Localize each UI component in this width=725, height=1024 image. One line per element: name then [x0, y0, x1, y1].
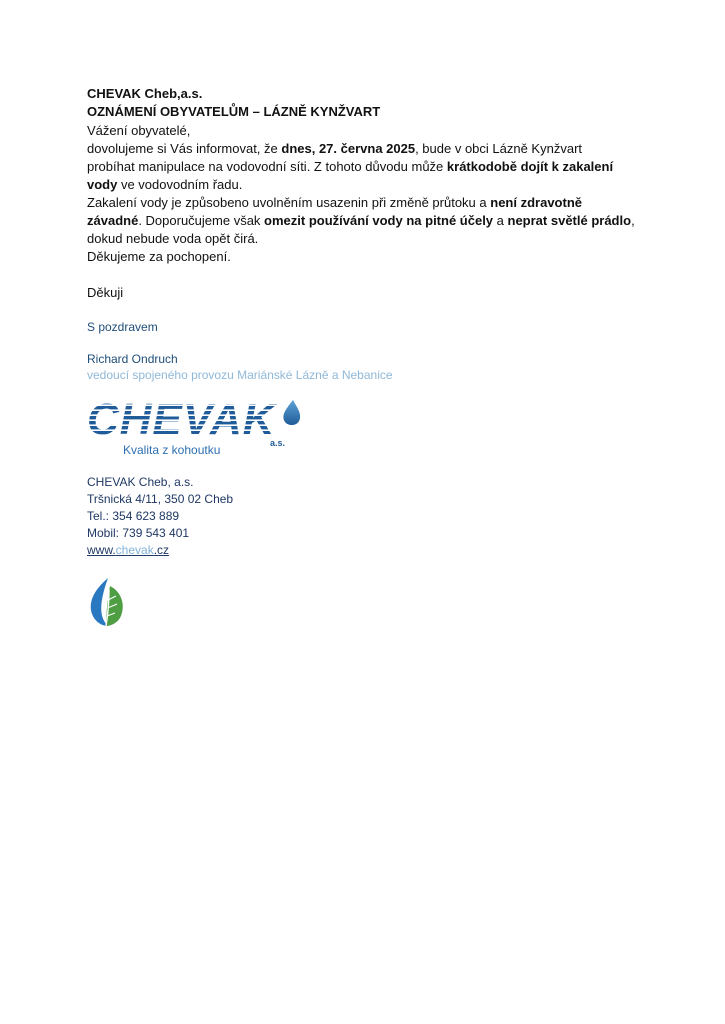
paragraph-1-line-3: vody ve vodovodním řadu. [87, 177, 243, 192]
paragraph-1-line-1: dovolujeme si Vás informovat, že dnes, 27. června 2025, bude v obci Lázně Kynžvart [87, 141, 583, 156]
regards: S pozdravem [87, 320, 158, 334]
water-drop-icon [283, 400, 300, 425]
website-link[interactable]: www.chevak.cz [87, 543, 170, 557]
closing-line: Děkuji [87, 285, 124, 300]
leaf-logo-icon [86, 576, 128, 628]
contact-company: CHEVAK Cheb, a.s. [87, 475, 194, 489]
thanks-line: Děkujeme za pochopení. [87, 249, 231, 264]
logo-wordmark: CHEVAK [87, 396, 276, 444]
logo-slogan: Kvalita z kohoutku [123, 443, 221, 457]
notice-title: OZNÁMENÍ OBYVATELŮM – LÁZNĚ KYNŽVART [87, 104, 381, 119]
company-heading: CHEVAK Cheb,a.s. [87, 86, 203, 101]
chevak-logo [87, 396, 307, 462]
contact-phone: Tel.: 354 623 889 [87, 509, 180, 523]
logo-suffix: a.s. [270, 438, 286, 448]
greeting: Vážení obyvatelé, [87, 123, 191, 138]
paragraph-1-line-2: probíhat manipulace na vodovodní síti. Z tohoto důvodu může krátkodobě dojít k zakalení [87, 159, 614, 174]
paragraph-2-line-2: závadné. Doporučujeme však omezit používání vody na pitné účely a neprat světlé prádlo, [87, 213, 635, 228]
paragraph-2-line-1: Zakalení vody je způsobeno uvolněním usazenin při změně průtoku a není zdravotně [87, 195, 582, 210]
paragraph-2-line-3: dokud nebude voda opět čirá. [87, 231, 259, 246]
contact-address: Tršnická 4/11, 350 02 Cheb [87, 492, 234, 506]
signer-name: Richard Ondruch [87, 352, 178, 366]
signer-position: vedoucí spojeného provozu Mariánské Lázně a Nebanice [87, 368, 393, 382]
contact-mobile: Mobil: 739 543 401 [87, 526, 190, 540]
